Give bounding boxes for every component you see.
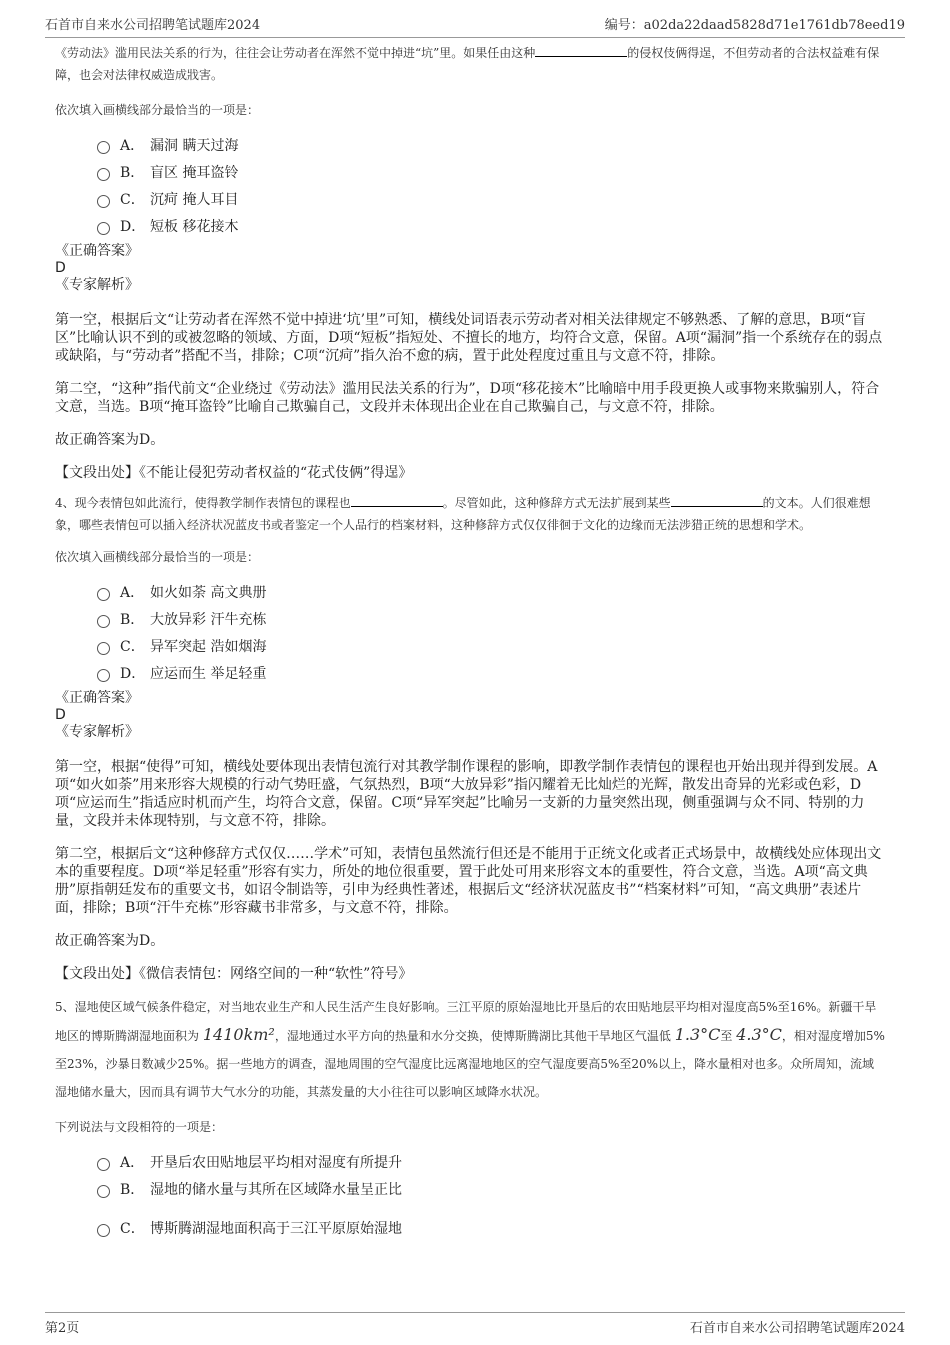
q4-source: 【文段出处】《微信表情包：网络空间的一种“软性”符号》 xyxy=(55,966,413,982)
q3-blank xyxy=(535,44,627,57)
q3-analysis-2: 第二空，“这种”指代前文“企业绕过《劳动法》滥用民法关系的行为”，D项“移花接木”比喻暗中用手段更换人或事物来欺骗别人，符合文意，当选。B项“掩耳盗铃”比喻自己欺骗自己，文段并未体现出企业在自己欺骗自己，与文意不符，排除。 xyxy=(55,381,880,415)
q3-conclusion: 故正确答案为D。 xyxy=(55,432,165,448)
radio-icon[interactable] xyxy=(97,1158,110,1171)
q4-option-a[interactable]: A． 如火如荼 高文典册 xyxy=(97,578,885,605)
q3-option-a[interactable]: A． 漏洞 瞒天过海 xyxy=(97,131,885,158)
q4-options xyxy=(97,578,885,686)
q5-options xyxy=(97,1148,885,1241)
q5-prompt: 下列说法与文段相符的一项是： xyxy=(55,1120,224,1134)
radio-icon[interactable] xyxy=(97,669,110,682)
q4-answer: D xyxy=(55,707,66,723)
page-content xyxy=(55,40,885,1241)
q4-option-b[interactable]: B． 大放异彩 汗牛充栋 xyxy=(97,605,885,632)
q3-analysis-1: 第一空，根据后文“让劳动者在浑然不觉中掉进‘坑’里”可知，横线处词语表示劳动者对相关法律规定不够熟悉、了解的意思，B项“盲区”比喻认识不到的或被忽略的领域、方面，D项“短板”指短处、不擅长的地方，均符合文意，保留。A项“漏洞”指一个系统存在的弱点或缺陷，与“劳动者”搭配不当，排除；C项“沉疴”指久治不愈的病，置于此处程度过重且与文意不符，排除。 xyxy=(55,312,883,364)
radio-icon[interactable] xyxy=(97,1224,110,1237)
q5-option-b[interactable]: B． 湿地的储水量与其所在区域降水量呈正比 xyxy=(97,1175,885,1202)
q4-blank-1 xyxy=(351,494,443,507)
page-footer xyxy=(45,1312,905,1336)
page-header xyxy=(45,14,905,38)
radio-icon[interactable] xyxy=(97,642,110,655)
q4-answer-label: 《正确答案》 xyxy=(55,690,139,706)
radio-icon[interactable] xyxy=(97,588,110,601)
q4-blank-2 xyxy=(671,494,763,507)
document-id: 编号：a02da22daad5828d71e1761db78eed19 xyxy=(604,18,905,33)
q3-source: 【文段出处】《不能让侵犯劳动者权益的“花式伎俩”得逞》 xyxy=(55,465,413,481)
footer-title: 石首市自来水公司招聘笔试题库2024 xyxy=(689,1321,905,1336)
q3-answer: D xyxy=(55,260,66,276)
q3-options xyxy=(97,131,885,239)
q3-option-c[interactable]: C． 沉疴 掩人耳目 xyxy=(97,185,885,212)
q3-answer-label: 《正确答案》 xyxy=(55,243,139,259)
q4-option-c[interactable]: C． 异军突起 浩如烟海 xyxy=(97,632,885,659)
area-formula: 1410km² xyxy=(202,1025,275,1044)
q3-option-b[interactable]: B． 盲区 掩耳盗铃 xyxy=(97,158,885,185)
radio-icon[interactable] xyxy=(97,615,110,628)
q4-analysis-label: 《专家解析》 xyxy=(55,724,139,740)
q4-analysis-2: 第二空，根据后文“这种修辞方式仅仅……学术”可知，表情包虽然流行但还是不能用于正统文化或者正式场景中，故横线处应体现出文本的重要程度。D项“举足轻重”形容有实力，所处的地位很重要，置于此处可用来形容文本的重要性，符合文意，当选。A项“高文典册”原指朝廷发布的重要文书，如诏令制诰等，引申为经典性著述，根据后文“经济状况蓝皮书”“档案材料”可知，“高文典册”表述片面，排除；B项“汗牛充栋”形容藏书非常多，与文意不符，排除。 xyxy=(55,846,882,916)
q5-passage: 5、湿地使区域气候条件稳定，对当地农业生产和人民生活产生良好影响。三江平原的原始湿地比开垦后的农田贴地层平均相对湿度高5%至16%。新疆干旱地区的博斯腾湖湿地面积为 1410km²，湿地通过水平方向的热量和水分交换，使博斯腾湖比其他干旱地区气温低 1.3°C至 4.3°C，相对湿度增加5%至23%，沙暴日数减少25%。据一些地方的调查，湿地周围的空气湿度比远离湿地地区的空气湿度要高5%至20%以上，降水量相对也多。众所周知，流域湿地储水量大，因而具有调节大气水分的功能，其蒸发量的大小往往可以影响区域降水状况。 xyxy=(55,1000,885,1099)
radio-icon[interactable] xyxy=(97,222,110,235)
q4-prompt: 依次填入画横线部分最恰当的一项是： xyxy=(55,550,260,564)
q4-analysis-1: 第一空，根据“使得”可知，横线处要体现出表情包流行对其教学制作课程的影响，即教学制作表情包的课程也开始出现并得到发展。A项“如火如荼”用来形容大规模的行动气势旺盛，气氛热烈，B项“大放异彩”指闪耀着无比灿烂的光辉，散发出奇异的光彩或色彩，D项“应运而生”指适应时机而产生，均符合文意，保留。C项“异军突起”比喻另一支新的力量突然出现，侧重强调与众不同、特别的力量，文段并未体现特别，与文意不符，排除。 xyxy=(55,759,878,829)
page-number: 第2页 xyxy=(45,1321,80,1336)
q3-analysis-label: 《专家解析》 xyxy=(55,277,139,293)
radio-icon[interactable] xyxy=(97,168,110,181)
q3-prompt: 依次填入画横线部分最恰当的一项是： xyxy=(55,103,260,117)
radio-icon[interactable] xyxy=(97,1185,110,1198)
temp-high-formula: 4.3°C xyxy=(736,1025,782,1044)
temp-low-formula: 1.3°C xyxy=(674,1025,721,1044)
radio-icon[interactable] xyxy=(97,141,110,154)
q3-passage: 《劳动法》滥用民法关系的行为，往往会让劳动者在浑然不觉中掉进“坑”里。如果任由这种 的侵权伎俩得逞，不但劳动者的合法权益难有保障，也会对法律权威造成戕害。 xyxy=(55,46,880,82)
q5-option-c[interactable]: C． 博斯腾湖湿地面积高于三江平原原始湿地 xyxy=(97,1214,885,1241)
radio-icon[interactable] xyxy=(97,195,110,208)
q5-option-a[interactable]: A． 开垦后农田贴地层平均相对湿度有所提升 xyxy=(97,1148,885,1175)
header-title: 石首市自来水公司招聘笔试题库2024 xyxy=(45,18,261,33)
q3-option-d[interactable]: D． 短板 移花接木 xyxy=(97,212,885,239)
q4-option-d[interactable]: D． 应运而生 举足轻重 xyxy=(97,659,885,686)
q4-passage: 4、现今表情包如此流行，使得教学制作表情包的课程也 。尽管如此，这种修辞方式无法扩展到某些 的文本。人们很难想象，哪些表情包可以插入经济状况蓝皮书或者鉴定一个人品行的档案材料，这种修辞方式仅仅徘徊于文化的边缘而无法涉猎正统的思想和学术。 xyxy=(55,496,871,532)
q4-conclusion: 故正确答案为D。 xyxy=(55,933,165,949)
